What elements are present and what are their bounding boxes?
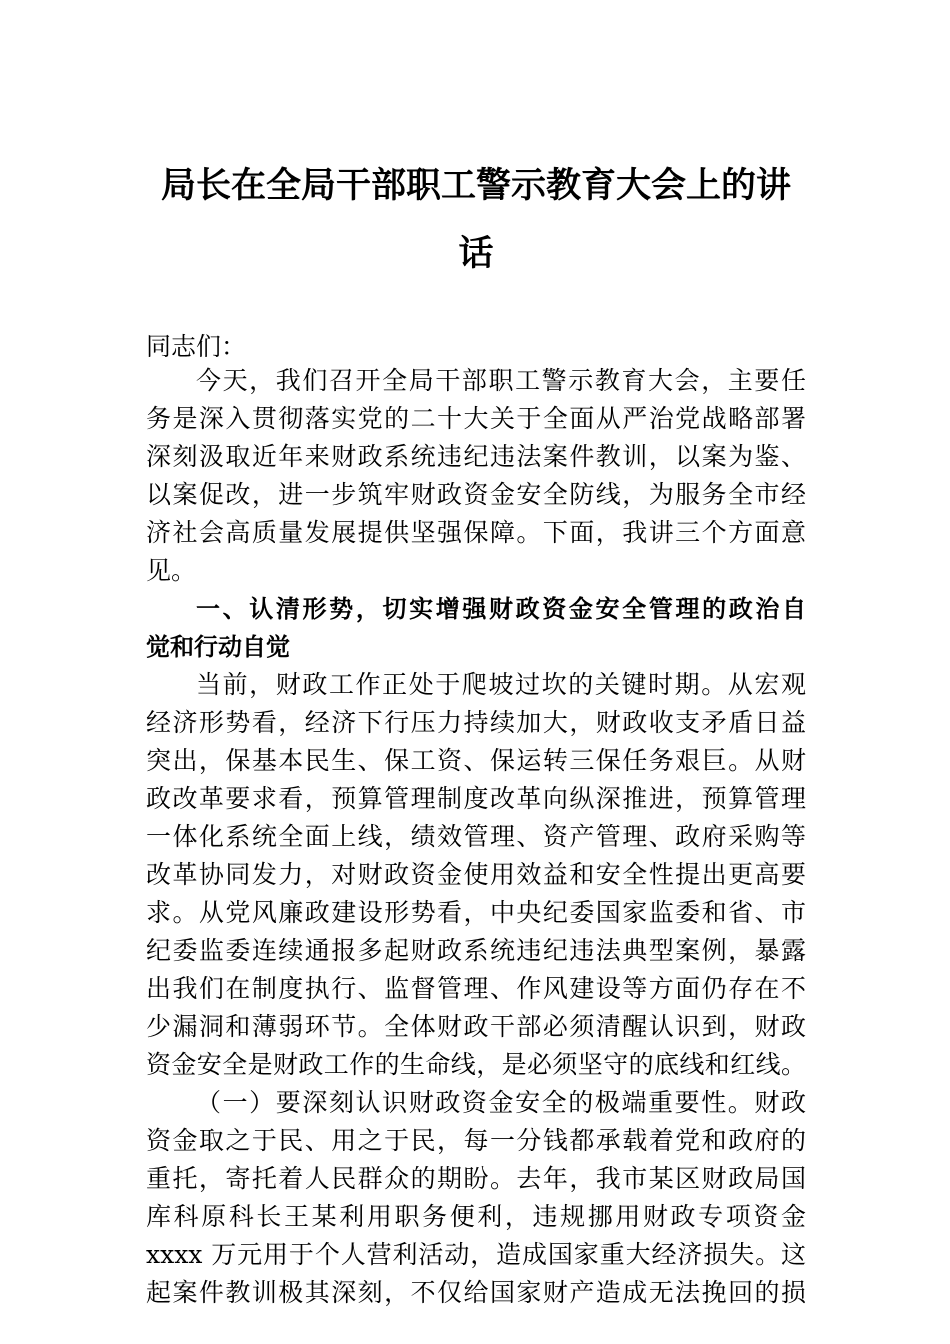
section-heading: 一、认清形势，切实增强财政资金安全管理的政治自 [196, 595, 806, 623]
body-line: 政改革要求看，预算管理制度改革向纵深推进，预算管理 [146, 784, 806, 813]
body-line: 突出，保基本民生、保工资、保运转三保任务艰巨。从财 [146, 746, 806, 775]
body-line: 当前，财政工作正处于爬坡过坎的关键时期。从宏观 [196, 670, 806, 699]
body-line: 深刻汲取近年来财政系统违纪违法案件教训，以案为鉴、 [146, 442, 806, 471]
section-heading: 觉和行动自觉 [146, 633, 290, 661]
body-line: 一体化系统全面上线，绩效管理、资产管理、政府采购等 [146, 822, 806, 851]
body-line: xxxx 万元用于个人营利活动，造成国家重大经济损失。这 [146, 1240, 806, 1269]
body-line: 求。从党风廉政建设形势看，中央纪委国家监委和省、市 [146, 898, 806, 927]
body-line: 库科原科长王某利用职务便利，违规挪用财政专项资金 [146, 1202, 806, 1231]
body-line: 经济形势看，经济下行压力持续加大，财政收支矛盾日益 [146, 708, 806, 737]
body-line: 资金安全是财政工作的生命线，是必须坚守的底线和红线。 [146, 1050, 806, 1079]
body-line: 以案促改，进一步筑牢财政资金安全防线，为服务全市经 [146, 480, 806, 509]
body-line: 济社会高质量发展提供坚强保障。下面，我讲三个方面意 [146, 518, 806, 547]
body-line: 重托，寄托着人民群众的期盼。去年，我市某区财政局国 [146, 1164, 806, 1193]
salutation: 同志们： [146, 332, 247, 361]
body-line: 起案件教训极其深刻，不仅给国家财产造成无法挽回的损 [146, 1278, 806, 1307]
body-line: 务是深入贯彻落实党的二十大关于全面从严治党战略部署 [146, 404, 806, 433]
document-title-line-2: 话 [458, 233, 494, 274]
subsection-line: （一）要深刻认识财政资金安全的极端重要性。财政 [196, 1088, 806, 1117]
body-line: 纪委监委连续通报多起财政系统违纪违法典型案例，暴露 [146, 936, 806, 965]
body-line: 少漏洞和薄弱环节。全体财政干部必须清醒认识到，财政 [146, 1012, 806, 1041]
document-title-line-1: 局长在全局干部职工警示教育大会上的讲 [160, 165, 791, 206]
body-line: 资金取之于民、用之于民，每一分钱都承载着党和政府的 [146, 1126, 806, 1155]
body-line: 今天，我们召开全局干部职工警示教育大会，主要任 [196, 366, 806, 395]
body-line: 出我们在制度执行、监督管理、作风建设等方面仍存在不 [146, 974, 806, 1003]
body-line: 改革协同发力，对财政资金使用效益和安全性提出更高要 [146, 860, 806, 889]
body-line: 见。 [146, 556, 197, 585]
